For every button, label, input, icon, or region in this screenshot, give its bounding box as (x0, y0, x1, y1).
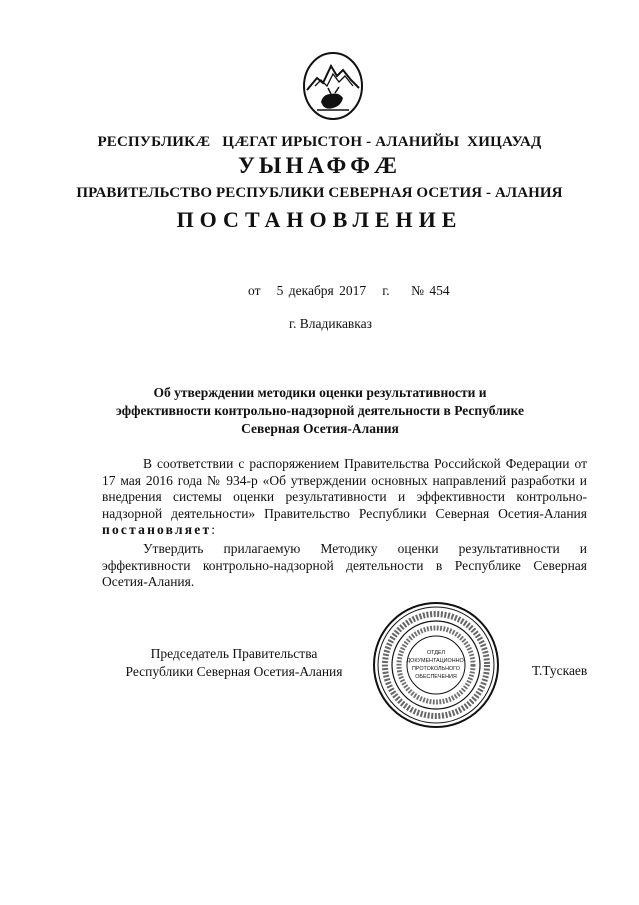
dateline-number: № 454 (411, 283, 450, 298)
dateline-prefix: от (248, 283, 261, 298)
dateline-year-suffix: г. (382, 283, 390, 298)
signature-role-line: Республики Северная Осетия-Алания (125, 664, 343, 679)
paragraph-1-text: В соответствии с распоряжением Правительства Российской Федерации от 17 мая 2016 года № 934-р «Об утверждении основных направлений разработки и внедрения системы оценки результативности и эффективности контрольно-надзорной деятельности» Правительство Республики Северная Осетия-Алания (102, 456, 587, 521)
city: г. Владикавказ (289, 316, 372, 331)
body-paragraph-1 (102, 456, 587, 539)
signature-role (104, 645, 364, 681)
dateline-date: 5 декабря 2017 (276, 283, 367, 298)
seal-center-line: ПРОТОКОЛЬНОГО (412, 666, 460, 672)
document-title (100, 384, 540, 438)
title-line: Об утверждении методики оценки результативности и (153, 385, 487, 400)
body-paragraph-2: Утвердить прилагаемую Методику оценки результативности и эффективности контрольно-надзорной деятельности в Республике Северная Осетия-Алания. (102, 541, 587, 590)
header-decree-russian: ПОСТАНОВЛЕНИЕ (176, 207, 463, 232)
seal-center-line: ОТДЕЛ (426, 650, 446, 656)
dateline (248, 283, 450, 299)
signature-name: Т.Тускаев (532, 663, 588, 678)
seal-center-line: ДОКУМЕНТАЦИОННО- (406, 658, 466, 664)
paragraph-1-end: : (211, 522, 216, 538)
seal-center-line: ОБЕСПЕЧЕНИЯ (415, 674, 457, 680)
signature-role-line: Председатель Правительства (150, 646, 318, 661)
title-line: эффективности контрольно-надзорной деятельности в Республике (116, 403, 524, 418)
paragraph-1-emphasis: постановляет (102, 522, 212, 538)
header-republic-ossetian: РЕСПУБЛИКӔ ЦӔГАТ ИРЫСТОН - АЛАНИЙЫ ХИЦАУАД (97, 134, 542, 150)
title-line: Северная Осетия-Алания (241, 421, 399, 436)
header-decree-ossetian: УЫНАФФӔ (237, 153, 402, 178)
republic-emblem-icon (301, 50, 365, 122)
official-seal-stamp (371, 600, 501, 730)
header-government-russian: ПРАВИТЕЛЬСТВО РЕСПУБЛИКИ СЕВЕРНАЯ ОСЕТИЯ - АЛАНИЯ (76, 185, 563, 201)
